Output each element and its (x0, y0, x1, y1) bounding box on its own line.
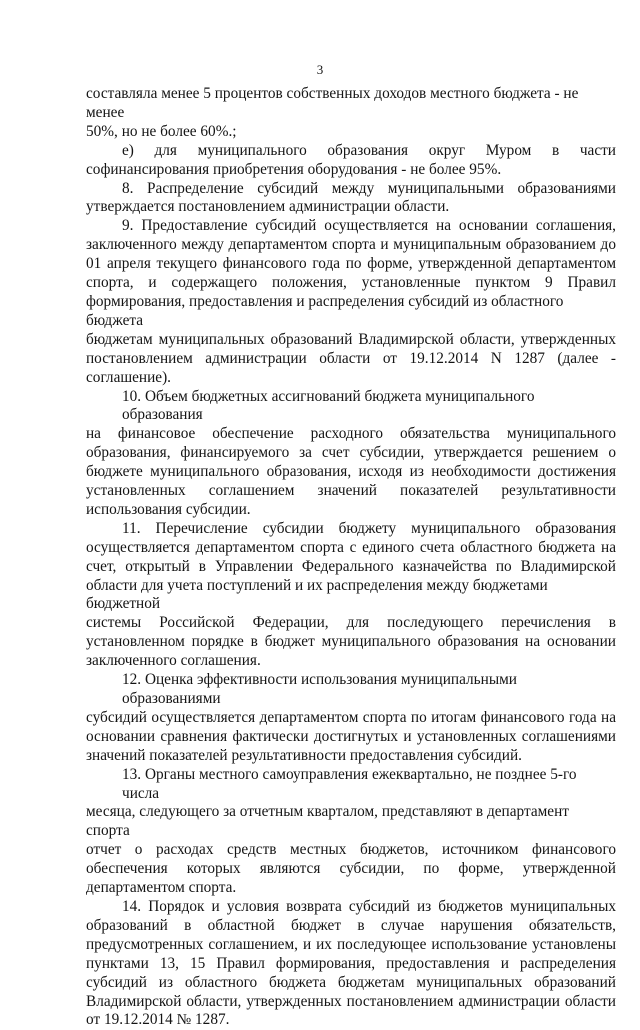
text-line: отчет о расходах средств местных бюджетов, источником финансового (86, 841, 616, 859)
text-line: 11. Перечисление субсидии бюджету муниципального образования (122, 519, 616, 537)
text-line: на финансовое обеспечение расходного обязательства муниципального (86, 425, 616, 443)
paragraph-11 (86, 520, 616, 671)
paragraph-14 (86, 898, 616, 1030)
text-line: обеспечения которых являются субсидии, по форме, утвержденной (86, 860, 616, 878)
text-line: Владимирской области, утвержденных постановлением администрации области (86, 992, 616, 1010)
text-line: установленном порядке в бюджет муниципального образования на основании (86, 633, 616, 651)
text-line: 13. Органы местного самоуправления ежеквартально, не позднее 5-го числа (122, 765, 577, 802)
text-line: формирования, предоставления и распределения субсидий из областного бюджета (86, 292, 564, 329)
text-line: осуществляется департаментом спорта с единого счета областного бюджета на (86, 538, 616, 556)
paragraph-subitem-e (86, 142, 616, 180)
text-line: 01 апреля текущего финансового года по форме, утвержденной департаментом (86, 255, 616, 273)
text-line: области для учета поступлений и их распределения между бюджетами бюджетной (86, 576, 548, 613)
paragraph-10 (86, 388, 616, 520)
page-number: 3 (316, 62, 324, 77)
text-line: от 19.12.2014 № 1287. (86, 1011, 230, 1029)
text-line: предусмотренных соглашением, и их последующее использование установлены (86, 935, 616, 953)
text-line: субсидий из областного бюджета бюджетам муниципальных образований (86, 973, 616, 991)
text-line: софинансирования приобретения оборудования - не более 95%. (86, 160, 502, 178)
text-line: месяца, следующего за отчетным кварталом, представляют в департамент спорта (86, 803, 569, 840)
text-line: соглашение). (86, 368, 172, 386)
text-line: 8. Распределение субсидий между муниципальными образованиями (122, 179, 616, 197)
text-line: субсидий осуществляется департаментом спорта по итогам финансового года на (86, 708, 616, 726)
paragraph-7-tail (86, 85, 616, 142)
text-line: спорта, и содержащего положения, установленные пунктом 9 Правил (86, 274, 616, 292)
text-line: образований в областной бюджет в случае нарушения обязательств, (86, 916, 616, 934)
text-line: счет, открытый в Управлении Федерального казначейства по Владимирской (86, 557, 616, 575)
document-body (86, 85, 616, 1030)
paragraph-9 (86, 217, 616, 387)
text-line: 10. Объем бюджетных ассигнований бюджета муниципального образования (122, 387, 535, 424)
text-line: использования субсидии. (86, 500, 251, 518)
text-line: 9. Предоставление субсидий осуществляется на основании соглашения, (122, 217, 616, 235)
text-line: департаментом спорта. (86, 879, 237, 897)
text-line: системы Российской Федерации, для последующего перечисления в (86, 614, 616, 632)
paragraph-8 (86, 180, 616, 218)
text-line: составляла менее 5 процентов собственных доходов местного бюджета - не менее (86, 85, 579, 121)
text-line: 14. Порядок и условия возврата субсидий из бюджетов муниципальных (122, 897, 616, 915)
text-line: значений показателей результативности предоставления субсидий. (86, 746, 522, 764)
text-line: бюджетам муниципальных образований Владимирской области, утвержденных (86, 330, 616, 348)
text-line: утверждается постановлением администрации области. (86, 198, 450, 216)
text-line: заключенного между департаментом спорта и муниципальным образованием до (86, 236, 616, 254)
paragraph-13 (86, 766, 616, 898)
text-line: 12. Оценка эффективности использования муниципальными образованиями (122, 671, 517, 707)
text-line: е) для муниципального образования округ Муром в части (122, 141, 616, 159)
text-line: установленных соглашением значений показателей результативности (86, 482, 616, 500)
text-line: бюджете муниципального образования, исходя из необходимости достижения (86, 463, 616, 481)
text-line: основании сравнения фактически достигнутых и установленных соглашениями (86, 727, 616, 745)
text-line: 50%, но не более 60%.; (86, 122, 237, 140)
paragraph-12 (86, 671, 616, 766)
text-line: пунктами 13, 15 Правил формирования, предоставления и распределения (86, 954, 616, 972)
text-line: образования, финансируемого за счет субсидии, утверждается решением о (86, 444, 616, 462)
text-line: заключенного соглашения. (86, 652, 261, 670)
text-line: постановлением администрации области от 19.12.2014 N 1287 (далее - (86, 349, 616, 367)
